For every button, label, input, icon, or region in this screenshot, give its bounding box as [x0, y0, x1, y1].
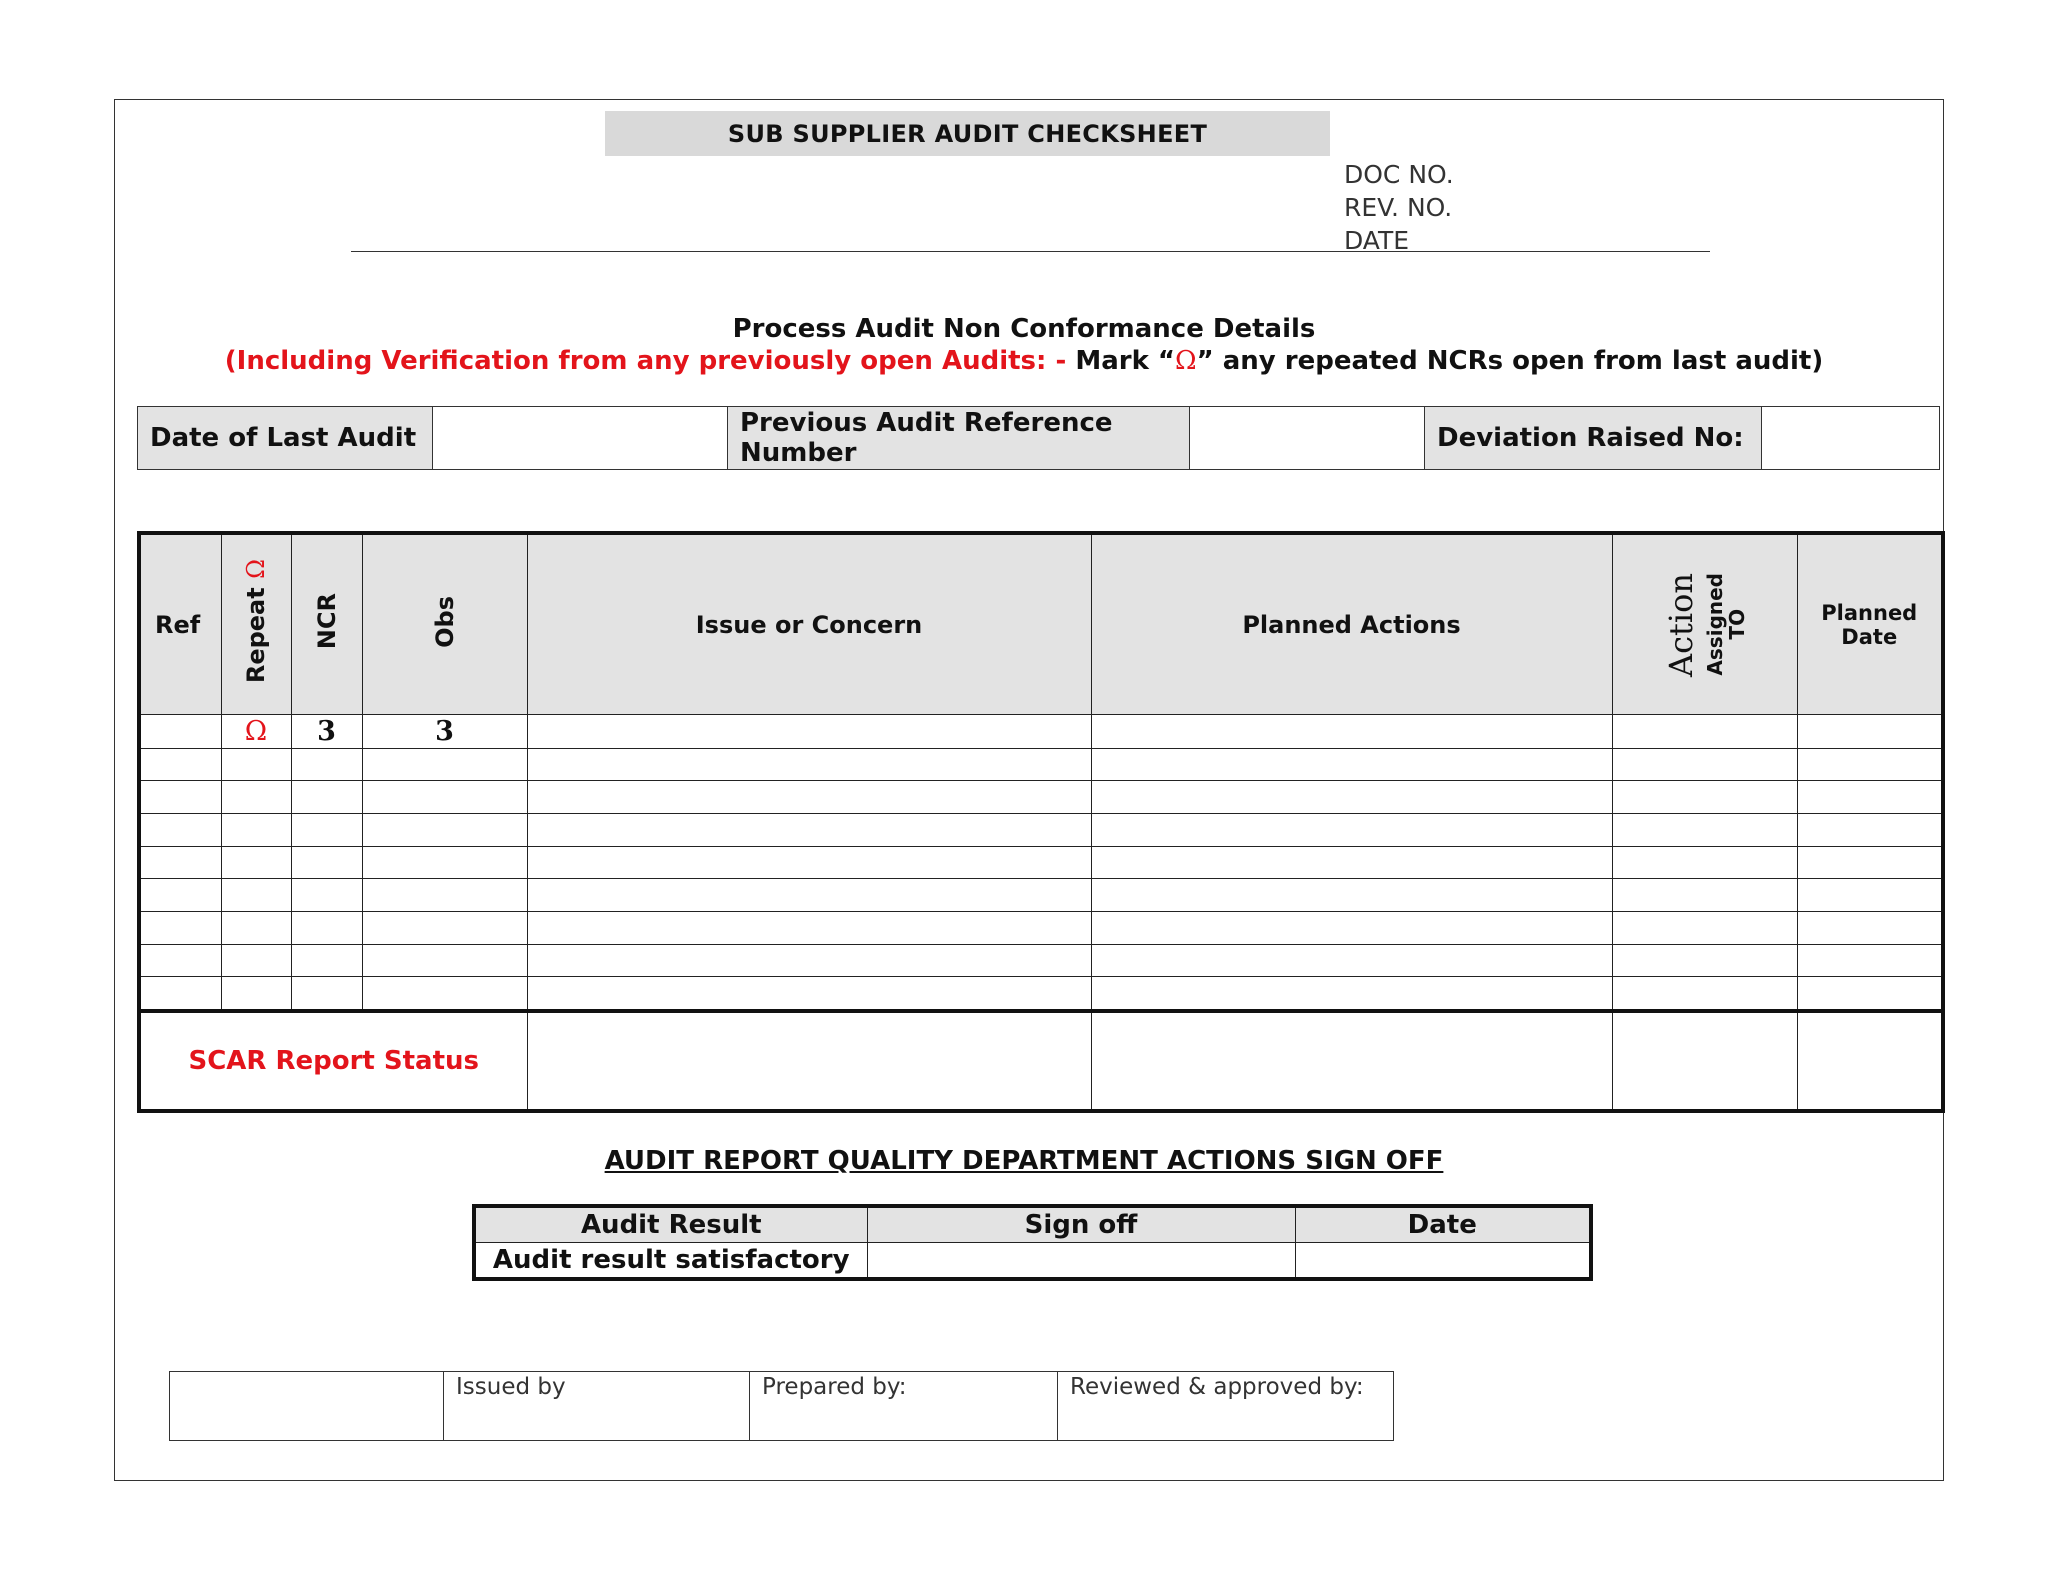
action-label: Action: [1661, 572, 1700, 677]
scar-report-status-label: SCAR Report Status: [139, 1011, 527, 1111]
col-ncr: [291, 533, 362, 715]
obs-cell[interactable]: [362, 911, 527, 944]
planned-date-cell[interactable]: [1797, 911, 1943, 944]
scar-date-cell[interactable]: [1797, 1011, 1943, 1111]
planned-actions-cell[interactable]: [1091, 748, 1612, 781]
date-header: Date: [1295, 1206, 1591, 1243]
ncr-cell[interactable]: [291, 944, 362, 977]
document-title: SUB SUPPLIER AUDIT CHECKSHEET: [605, 111, 1330, 156]
col-planned-actions: Planned Actions: [1091, 533, 1612, 715]
repeat-cell[interactable]: Ω: [221, 715, 291, 749]
section-title: Process Audit Non Conformance Details: [732, 314, 1316, 344]
issue-cell[interactable]: [527, 781, 1091, 814]
repeat-cell[interactable]: [221, 748, 291, 781]
rev-no-label: REV. NO.: [1344, 193, 1453, 222]
planned-actions-cell[interactable]: [1091, 813, 1612, 846]
ncr-cell[interactable]: [291, 911, 362, 944]
ncr-cell[interactable]: [291, 879, 362, 912]
planned-date-cell[interactable]: [1797, 715, 1943, 749]
last-audit-label: Date of Last Audit: [138, 407, 433, 470]
issue-cell[interactable]: [527, 813, 1091, 846]
col-issue: Issue or Concern: [527, 533, 1091, 715]
col-action-assigned: [1612, 533, 1797, 715]
sign-off-header: Sign off: [867, 1206, 1295, 1243]
planned-actions-cell[interactable]: [1091, 977, 1612, 1011]
ncr-label: NCR: [312, 593, 341, 650]
issue-cell[interactable]: [527, 977, 1091, 1011]
scar-planned-cell[interactable]: [1091, 1011, 1612, 1111]
doc-meta: [1344, 158, 1454, 257]
planned-actions-cell[interactable]: [1091, 944, 1612, 977]
assigned-cell[interactable]: [1612, 846, 1797, 879]
section-subtitle: [0, 346, 2048, 376]
repeat-label: Repeat: [242, 579, 270, 684]
col-repeat: [221, 533, 291, 715]
obs-cell[interactable]: [362, 879, 527, 912]
ncr-cell[interactable]: [291, 781, 362, 814]
omega-symbol: Ω: [1175, 346, 1197, 376]
subtitle-red-part: (Including Verification from any previously open Audits: -: [224, 346, 1076, 376]
planned-actions-cell[interactable]: [1091, 781, 1612, 814]
sign-off-field[interactable]: [867, 1243, 1295, 1280]
col-ref: Ref: [139, 533, 221, 715]
issue-cell[interactable]: [527, 944, 1091, 977]
scar-assigned-cell[interactable]: [1612, 1011, 1797, 1111]
signoff-header-row: [474, 1206, 1591, 1243]
ncr-cell[interactable]: [291, 813, 362, 846]
signoff-date-field[interactable]: [1295, 1243, 1591, 1280]
obs-cell[interactable]: [362, 977, 527, 1011]
ref-cell[interactable]: [139, 781, 221, 814]
obs-cell[interactable]: [362, 748, 527, 781]
assigned-cell[interactable]: [1612, 944, 1797, 977]
table-row: [139, 977, 1943, 1011]
assigned-cell[interactable]: [1612, 715, 1797, 749]
planned-date-line2: Date: [1841, 624, 1898, 649]
ref-cell[interactable]: [139, 977, 221, 1011]
audit-result-header: Audit Result: [474, 1206, 867, 1243]
planned-date-cell[interactable]: [1797, 944, 1943, 977]
issue-cell[interactable]: [527, 911, 1091, 944]
assigned-cell[interactable]: [1612, 977, 1797, 1011]
assigned-cell[interactable]: [1612, 748, 1797, 781]
ref-cell[interactable]: [139, 879, 221, 912]
signoff-title: AUDIT REPORT QUALITY DEPARTMENT ACTIONS SIGN OFF: [604, 1146, 1444, 1176]
ncr-cell[interactable]: [291, 977, 362, 1011]
repeat-cell[interactable]: [221, 846, 291, 879]
issued-by-cell[interactable]: Issued by: [444, 1372, 750, 1441]
reviewed-approved-by-cell[interactable]: Reviewed & approved by:: [1058, 1372, 1394, 1441]
ref-cell[interactable]: [139, 846, 221, 879]
table-row: [139, 911, 1943, 944]
ref-cell[interactable]: [139, 911, 221, 944]
table-row: [139, 846, 1943, 879]
obs-cell[interactable]: 3: [362, 715, 527, 749]
table-row: [139, 879, 1943, 912]
table-row: [139, 748, 1943, 781]
prev-ref-field[interactable]: [1190, 407, 1425, 470]
deviation-field[interactable]: [1762, 407, 1940, 470]
repeat-cell[interactable]: [221, 813, 291, 846]
repeat-omega-symbol: Ω: [242, 559, 270, 580]
table-row: [139, 781, 1943, 814]
audit-info-table: [137, 406, 1940, 470]
planned-actions-cell[interactable]: [1091, 879, 1612, 912]
scar-row: [139, 1011, 1943, 1111]
table-row: [139, 715, 1943, 749]
assigned-to-label: [1704, 573, 1748, 676]
assigned-label: Assigned: [1702, 573, 1727, 676]
assigned-cell[interactable]: [1612, 813, 1797, 846]
header-divider: [351, 251, 1710, 252]
assigned-cell[interactable]: [1612, 879, 1797, 912]
planned-date-cell[interactable]: [1797, 977, 1943, 1011]
subtitle-mark-part: Mark “: [1075, 346, 1175, 376]
planned-actions-cell[interactable]: [1091, 911, 1612, 944]
ncr-cell[interactable]: [291, 846, 362, 879]
assigned-cell[interactable]: [1612, 781, 1797, 814]
ref-cell[interactable]: [139, 944, 221, 977]
signoff-table: [472, 1204, 1593, 1281]
repeat-cell[interactable]: [221, 944, 291, 977]
planned-date-cell[interactable]: [1797, 879, 1943, 912]
date-label: DATE: [1344, 226, 1410, 255]
ref-cell[interactable]: [139, 715, 221, 749]
deviation-label: Deviation Raised No:: [1425, 407, 1762, 470]
obs-label: Obs: [430, 595, 459, 648]
obs-cell[interactable]: [362, 781, 527, 814]
ref-cell[interactable]: [139, 813, 221, 846]
col-obs: [362, 533, 527, 715]
table-row: [139, 944, 1943, 977]
repeat-cell[interactable]: [221, 781, 291, 814]
repeat-cell[interactable]: [221, 911, 291, 944]
ncr-header-row: [139, 533, 1943, 715]
footer-table: [169, 1371, 1394, 1441]
planned-actions-cell[interactable]: [1091, 846, 1612, 879]
table-row: [139, 813, 1943, 846]
issue-cell[interactable]: [527, 715, 1091, 749]
obs-cell[interactable]: [362, 846, 527, 879]
repeat-cell[interactable]: [221, 977, 291, 1011]
repeat-cell[interactable]: [221, 879, 291, 912]
ref-cell[interactable]: [139, 748, 221, 781]
doc-no-label: DOC NO.: [1344, 160, 1454, 189]
scar-issue-cell[interactable]: [527, 1011, 1091, 1111]
to-label: TO: [1724, 609, 1749, 640]
planned-date-cell[interactable]: [1797, 846, 1943, 879]
obs-cell[interactable]: [362, 813, 527, 846]
assigned-cell[interactable]: [1612, 911, 1797, 944]
ncr-cell[interactable]: [291, 748, 362, 781]
subtitle-end-part: ” any repeated NCRs open from last audit): [1196, 346, 1824, 376]
signoff-row: [474, 1243, 1591, 1280]
planned-date-cell[interactable]: [1797, 781, 1943, 814]
col-planned-date: [1797, 533, 1943, 715]
planned-actions-cell[interactable]: [1091, 715, 1612, 749]
ncr-cell[interactable]: 3: [291, 715, 362, 749]
prepared-by-cell[interactable]: Prepared by:: [750, 1372, 1058, 1441]
planned-date-line1: Planned: [1821, 600, 1918, 625]
prev-ref-label: Previous Audit Reference Number: [728, 407, 1190, 470]
last-audit-field[interactable]: [433, 407, 728, 470]
planned-date-cell[interactable]: [1797, 813, 1943, 846]
issue-cell[interactable]: [527, 748, 1091, 781]
audit-result-value: Audit result satisfactory: [474, 1243, 867, 1280]
footer-blank-cell: [170, 1372, 444, 1441]
planned-date-cell[interactable]: [1797, 748, 1943, 781]
issue-cell[interactable]: [527, 879, 1091, 912]
issue-cell[interactable]: [527, 846, 1091, 879]
obs-cell[interactable]: [362, 944, 527, 977]
ncr-table: [137, 531, 1945, 1113]
